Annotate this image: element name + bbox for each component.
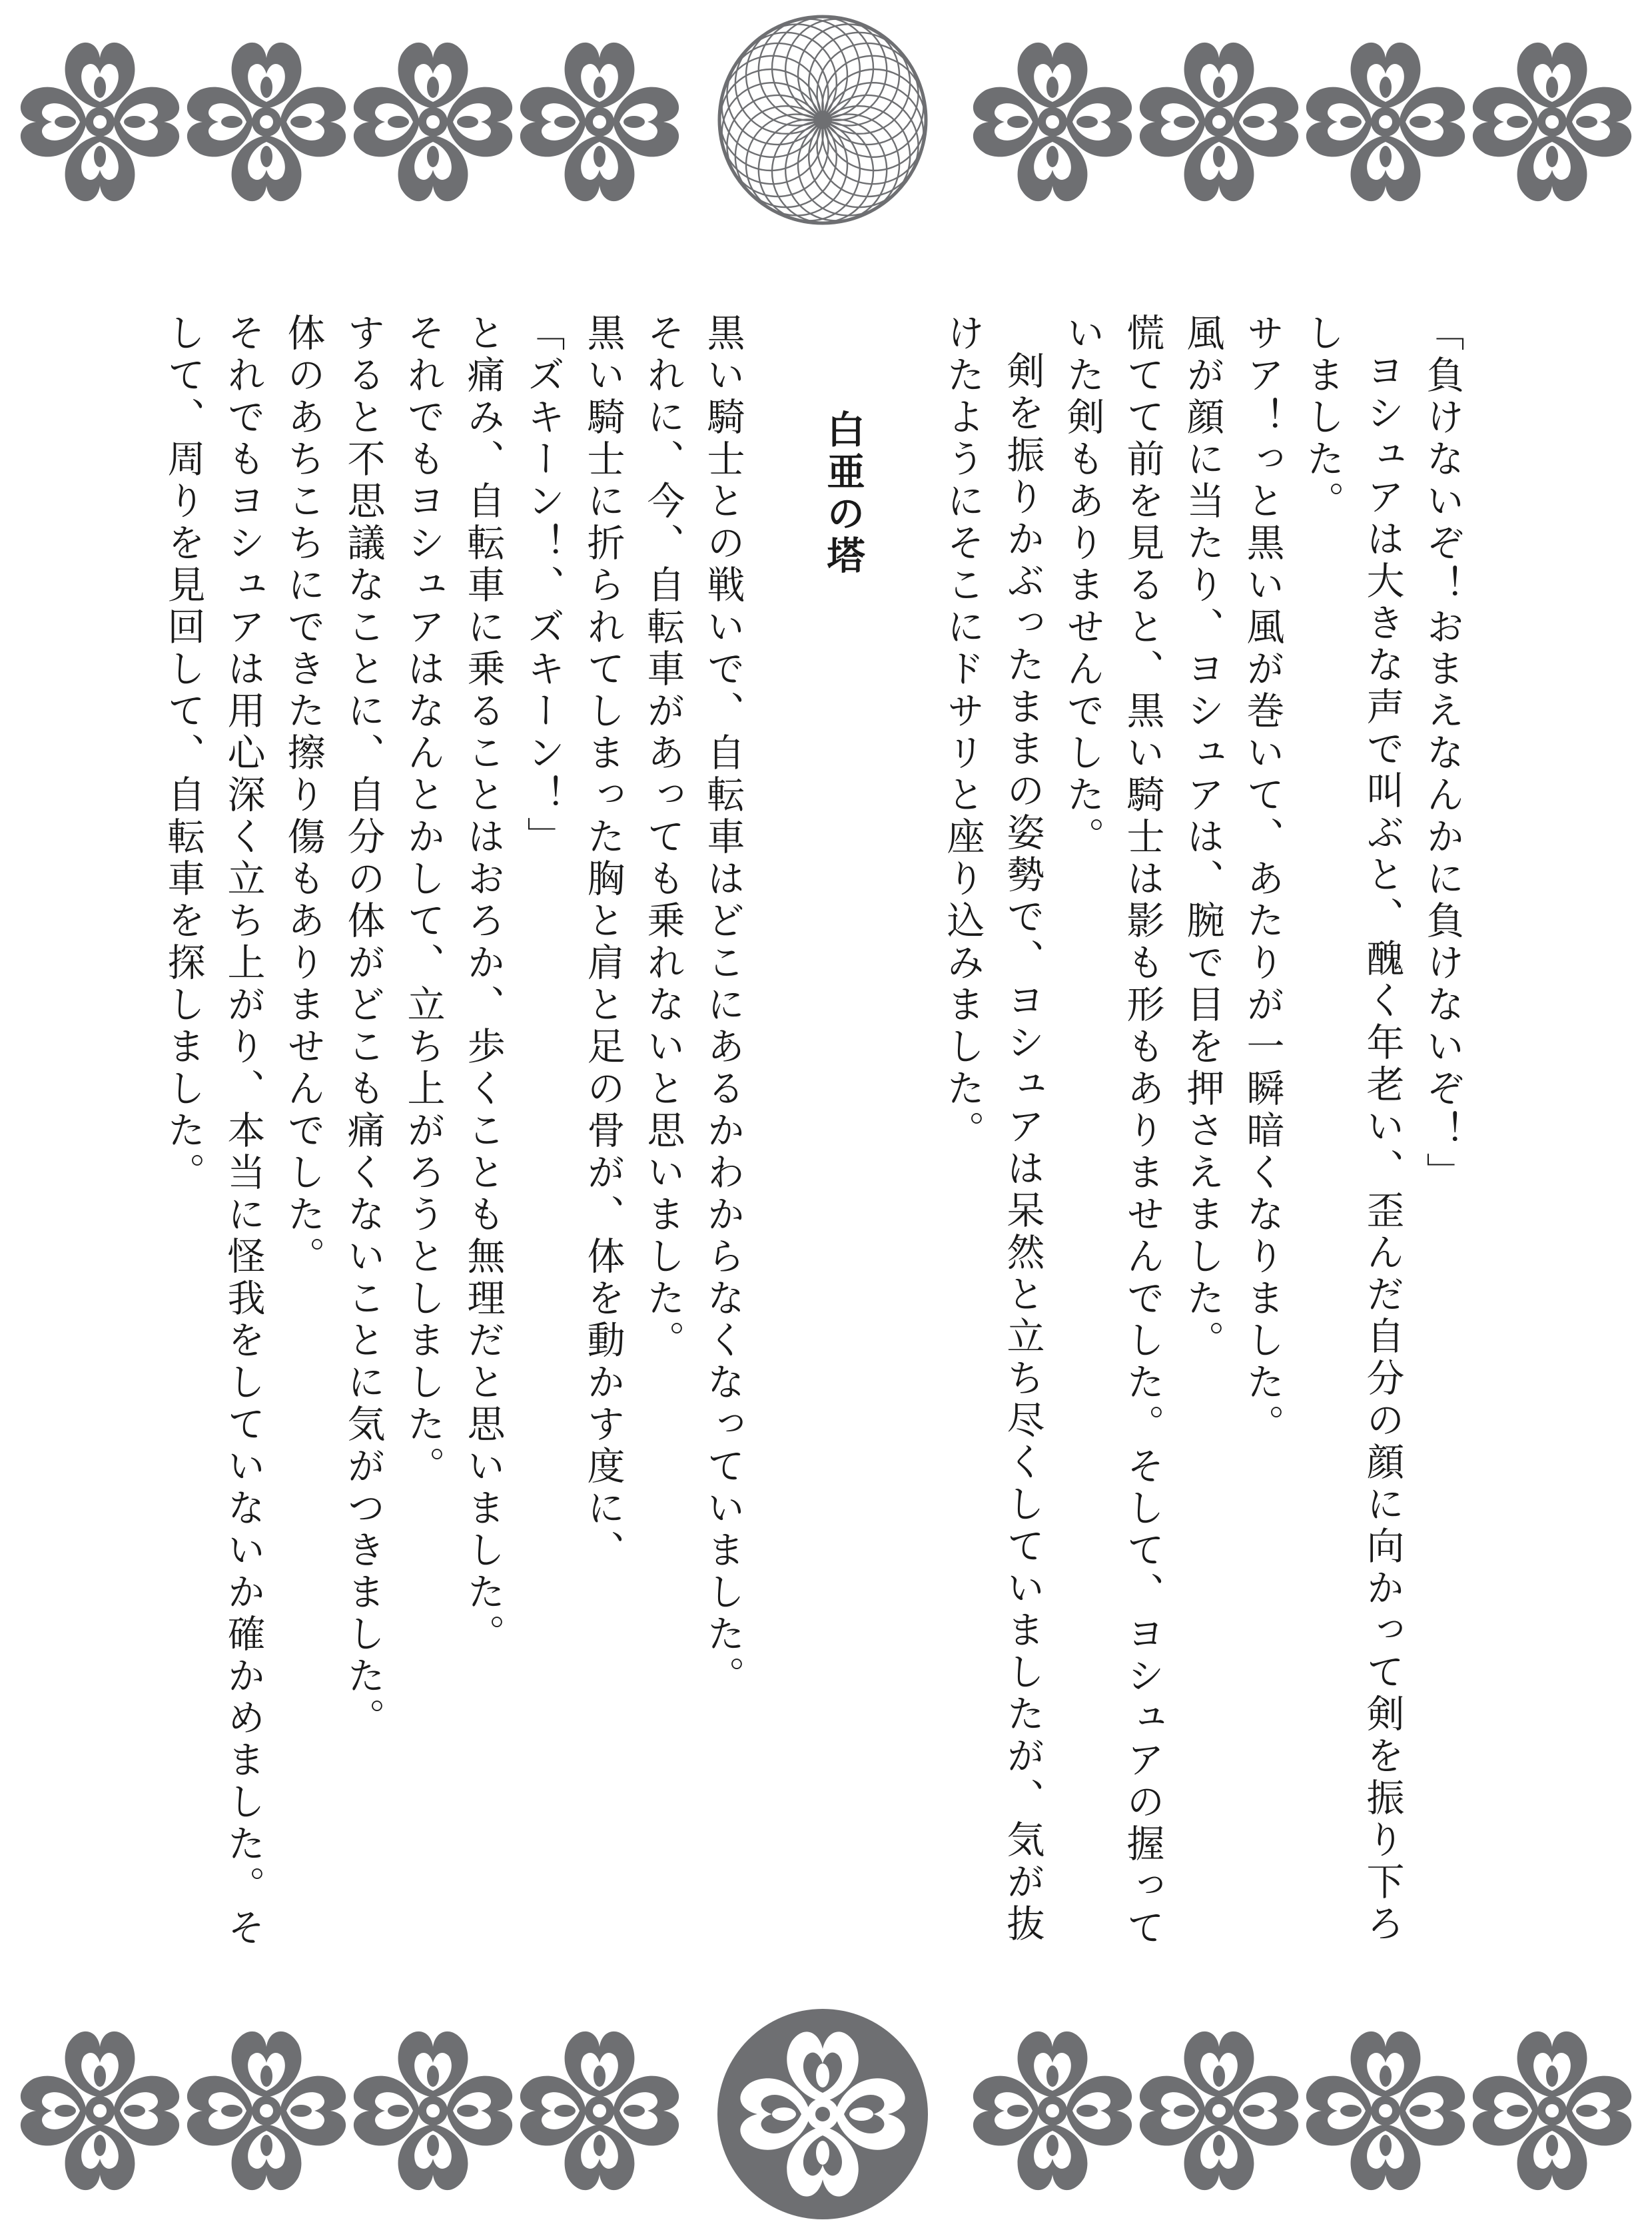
story-paragraph: それでもヨシュアはなんとかして、立ち上がろうとしました。 bbox=[401, 313, 445, 1488]
story-paragraph: 黒い騎士に折られてしまった胸と肩と足の骨が、体を動かす度に、 bbox=[581, 313, 625, 1572]
story-paragraph: ヨシュアは大きな声で叫ぶと、醜く年老い、歪んだ自分の顔に向かって剣を振り下ろしました。 bbox=[1300, 313, 1404, 1946]
flower-ornament-icon bbox=[354, 2032, 512, 2190]
story-paragraph: すると不思議なことに、自分の体がどこも痛くないことに気がつきました。 bbox=[341, 313, 385, 1740]
blank-column bbox=[873, 313, 933, 320]
story-paragraph: それに、今、自転車があっても乗れないと思いました。 bbox=[641, 313, 685, 1362]
story-paragraph: 「負けないぞ！おまえなんかに負けないぞ！」 bbox=[1420, 313, 1464, 1194]
flower-ornament-icon bbox=[1473, 2032, 1631, 2190]
story-paragraph: 剣を振りかぶったままの姿勢で、ヨシュアは呆然と立ち尽くしていましたが、気が抜けたようにそこにドサリと座り込みました。 bbox=[941, 313, 1044, 1946]
flower-ornament-icon bbox=[187, 2032, 346, 2190]
bottom-ornament-border bbox=[0, 1994, 1652, 2234]
section-title: 白亜の塔 bbox=[821, 410, 865, 577]
flower-ornament-icon bbox=[1140, 43, 1298, 201]
flower-ornament-icon bbox=[520, 43, 679, 201]
flower-ornament-icon bbox=[520, 2032, 679, 2190]
flower-medallion-icon bbox=[717, 2009, 928, 2219]
flower-ornament-icon bbox=[21, 43, 179, 201]
flower-ornament-icon bbox=[1306, 43, 1465, 201]
story-paragraph: 風が顔に当たり、ヨシュアは、腕で目を押さえました。 bbox=[1180, 313, 1224, 1362]
story-paragraph: 黒い騎士との戦いで、自転車はどこにあるかわからなくなっていました。 bbox=[701, 313, 745, 1698]
story-text bbox=[133, 313, 1472, 1952]
story-paragraph: サア！っと黒い風が巻いて、あたりが一瞬暗くなりました。 bbox=[1240, 313, 1284, 1446]
top-ornament-border bbox=[0, 0, 1652, 240]
story-paragraph: 「ズキーン！、ズキーン！」 bbox=[521, 313, 565, 859]
flower-ornament-icon bbox=[354, 43, 512, 201]
story-paragraph: それでもヨシュアは用心深く立ち上がり、本当に怪我をしていないか確かめました。そして、周りを見回して、自転車を探しました。 bbox=[161, 313, 265, 1950]
flower-ornament-icon bbox=[187, 43, 346, 201]
spirograph-rosette-icon bbox=[709, 6, 937, 234]
flower-ornament-icon bbox=[973, 2032, 1132, 2190]
flower-ornament-icon bbox=[1473, 43, 1631, 201]
blank-column bbox=[753, 313, 813, 320]
flower-ornament-icon bbox=[1306, 2032, 1465, 2190]
flower-ornament-icon bbox=[973, 43, 1132, 201]
flower-ornament-icon bbox=[1140, 2032, 1298, 2190]
story-paragraph: 慌てて前を見ると、黒い騎士は影も形もありませんでした。そして、ヨシュアの握っていた剣もありませんでした。 bbox=[1060, 313, 1164, 1950]
flower-ornament-icon bbox=[21, 2032, 179, 2190]
story-paragraph: 体のあちこちにできた擦り傷もありませんでした。 bbox=[281, 313, 325, 1278]
story-paragraph: と痛み、自転車に乗ることはおろか、歩くことも無理だと思いました。 bbox=[461, 313, 505, 1656]
